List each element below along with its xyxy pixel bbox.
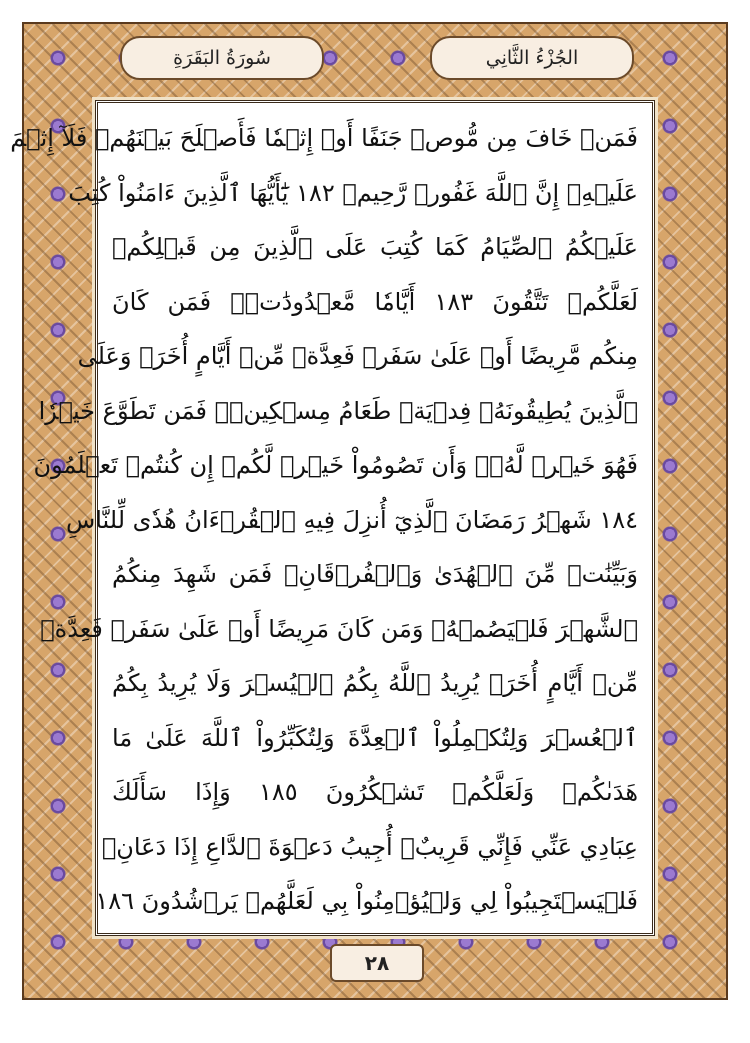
verse-line: ٱلۡعُسۡرَ وَلِتُكۡمِلُواْ ٱلۡعِدَّةَ وَلِتُكَبِّرُواْ ٱللَّهَ عَلَىٰ مَا	[112, 723, 638, 752]
verse-line: هَدَىٰكُمۡ وَلَعَلَّكُمۡ تَشۡكُرُونَ ١٨٥ وَإِذَا سَأَلَكَ	[112, 778, 638, 806]
verse-line: عَلَيۡكُمُ ٱلصِّيَامُ كَمَا كُتِبَ عَلَى ٱلَّذِينَ مِن قَبۡلِكُمۡ	[112, 233, 638, 261]
verse-line: فَهُوَ خَيۡرٞ لَّهُۥۚ وَأَن تَصُومُواْ خَيۡرٞ لَّكُمۡ إِن كُنتُمۡ تَعۡلَمُونَ	[33, 451, 638, 479]
verse-line: مِّنۡ أَيَّامٍ أُخَرَۗ يُرِيدُ ٱللَّهُ بِكُمُ ٱلۡيُسۡرَ وَلَا يُرِيدُ بِكُمُ	[112, 669, 638, 697]
verse-line: ٱلشَّهۡرَ فَلۡيَصُمۡهُۖ وَمَن كَانَ مَرِيضًا أَوۡ عَلَىٰ سَفَرٖ فَعِدَّةٞ	[40, 614, 638, 643]
text-area	[10, 100, 655, 936]
verse-line: ٱلَّذِينَ يُطِيقُونَهُۥ فِدۡيَةٞ طَعَامُ مِسۡكِينٖۖ فَمَن تَطَوَّعَ خَيۡرٗا	[38, 396, 638, 425]
verse-line: عِبَادِي عَنِّي فَإِنِّي قَرِيبٌۖ أُجِيبُ دَعۡوَةَ ٱلدَّاعِ إِذَا دَعَانِۖ	[101, 832, 638, 861]
juz-name-label: الجُزْءُ الثَّانِي	[430, 36, 634, 80]
verse-line: مِنكُم مَّرِيضًا أَوۡ عَلَىٰ سَفَرٖ فَعِدَّةٞ مِّنۡ أَيَّامٍ أُخَرَۚ وَعَلَى	[77, 342, 638, 370]
verse-line: فَلۡيَسۡتَجِيبُواْ لِي وَلۡيُؤۡمِنُواْ بِي لَعَلَّهُمۡ يَرۡشُدُونَ ١٨٦	[95, 887, 638, 915]
verse-line: لَعَلَّكُمۡ تَتَّقُونَ ١٨٣ أَيَّامٗا مَّعۡدُودَٰتٖۚ فَمَن كَانَ	[112, 287, 639, 316]
page-number: ٢٨	[330, 944, 424, 982]
verse-line: فَمَنۡ خَافَ مِن مُّوصٖ جَنَفًا أَوۡ إِثۡمٗا فَأَصۡلَحَ بَيۡنَهُمۡ فَلَآ إِثۡمَ	[10, 124, 638, 152]
verse-line: عَلَيۡهِۚ إِنَّ ٱللَّهَ غَفُورٞ رَّحِيمٞ ١٨٢ يَٰٓأَيُّهَا ٱلَّذِينَ ءَامَنُواْ كُتِبَ	[68, 178, 638, 207]
surah-name-label: سُورَةُ البَقَرَةِ	[120, 36, 324, 80]
verse-line: وَبَيِّنَٰتٖ مِّنَ ٱلۡهُدَىٰ وَٱلۡفُرۡقَانِۚ فَمَن شَهِدَ مِنكُمُ	[112, 560, 638, 588]
verse-line: ١٨٤ شَهۡرُ رَمَضَانَ ٱلَّذِيٓ أُنزِلَ فِيهِ ٱلۡقُرۡءَانُ هُدٗى لِّلنَّاسِ	[65, 505, 638, 534]
